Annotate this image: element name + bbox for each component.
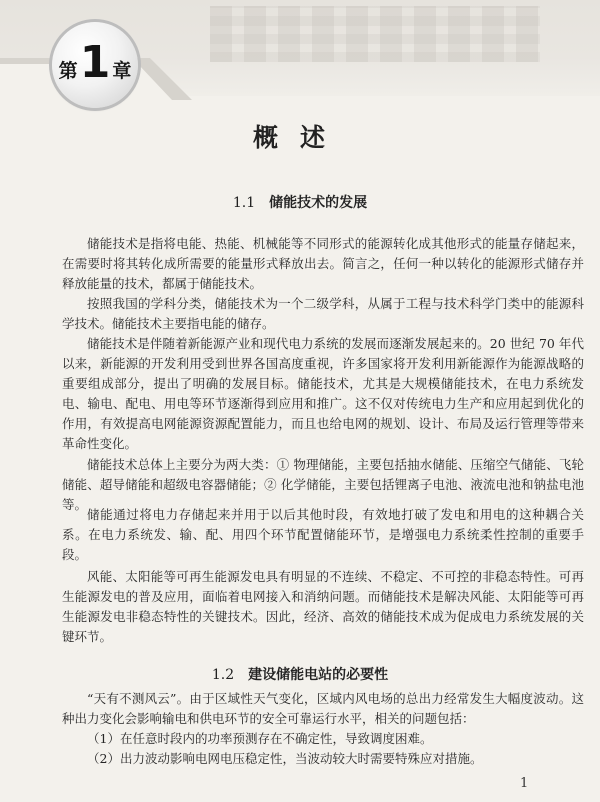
paragraph-7: “天有不测风云”。由于区域性天气变化，区域内风电场的总出力经常发生大幅度波动。这种出力变化会影响输电和供电环节的安全可靠运行水平，相关的问题包括： — [62, 691, 584, 726]
paragraph-6: 风能、太阳能等可再生能源发电具有明显的不连续、不稳定、不可控的非稳态特性。可再生能源发电的普及应用，面临着电网接入和消纳问题。而储能技术是解决风能、太阳能等可再生能源发电非稳态特性的关键技术。因此，经济、高效的储能技术成为促成电力系统发展的关键环节。 — [62, 569, 584, 644]
section-number-1: 1.1 — [232, 195, 256, 211]
chapter-title: 概述 — [252, 123, 347, 152]
section-heading-1 — [0, 192, 600, 212]
chapter-number: 1 — [79, 36, 111, 88]
paragraph-5: 储能通过将电力存储起来并用于以后其他时段，有效地打破了发电和用电的这种耦合关系。在电力系统发、输、配、用四个环节配置储能环节，是增强电力系统柔性控制的重要手段。 — [62, 507, 584, 562]
chapter-prefix: 第 — [58, 59, 78, 82]
header-decoration — [210, 6, 540, 62]
paragraph-4: 储能技术总体上主要分为两大类：① 物理储能，主要包括抽水储能、压缩空气储能、飞轮储能、超导储能和超级电容器储能；② 化学储能，主要包括锂离子电池、液流电池和钠盐电池等。 — [62, 457, 584, 512]
section-number-2: 1.2 — [211, 667, 235, 683]
paragraph-3: 储能技术是伴随着新能源产业和现代电力系统的发展而逐渐发展起来的。20 世纪 70 年代以来，新能源的开发利用受到世界各国高度重视，许多国家将开发利用新能源作为能源战略的重要组成部分，提出了明确的发展目标。储能技术，尤其是大规模储能技术，在电力系统发电、输电、配电、用电等环节逐渐得到应用和推广。这不仅对传统电力生产和应用起到优化的作用，有效提高电网能源资源配置能力，而且也给电网的规划、设计、布局及运行管理等带来革命性变化。 — [62, 336, 584, 451]
chapter-label — [59, 37, 132, 88]
page-number: 1 — [520, 776, 529, 791]
chapter-badge — [36, 14, 154, 110]
chapter-suffix: 章 — [112, 59, 132, 82]
section-title-1: 储能技术的发展 — [269, 195, 368, 211]
section-title-2: 建设储能电站的必要性 — [248, 667, 389, 683]
list-item-2: （2）出力波动影响电网电压稳定性，当波动较大时需要特殊应对措施。 — [87, 751, 483, 766]
section-heading-2 — [0, 664, 600, 684]
list-item-1: （1）在任意时段内的功率预测存在不确定性，导致调度困难。 — [87, 731, 433, 746]
paragraph-2: 按照我国的学科分类，储能技术为一个二级学科，从属于工程与技术科学门类中的能源科学技术。储能技术主要指电能的储存。 — [62, 296, 584, 331]
paragraph-1: 储能技术是指将电能、热能、机械能等不同形式的能源转化成其他形式的能量存储起来，在需要时将其转化成所需要的能量形式释放出去。简言之，任何一种以转化的能源形式储存并释放能量的技术，都属于储能技术。 — [62, 236, 584, 291]
